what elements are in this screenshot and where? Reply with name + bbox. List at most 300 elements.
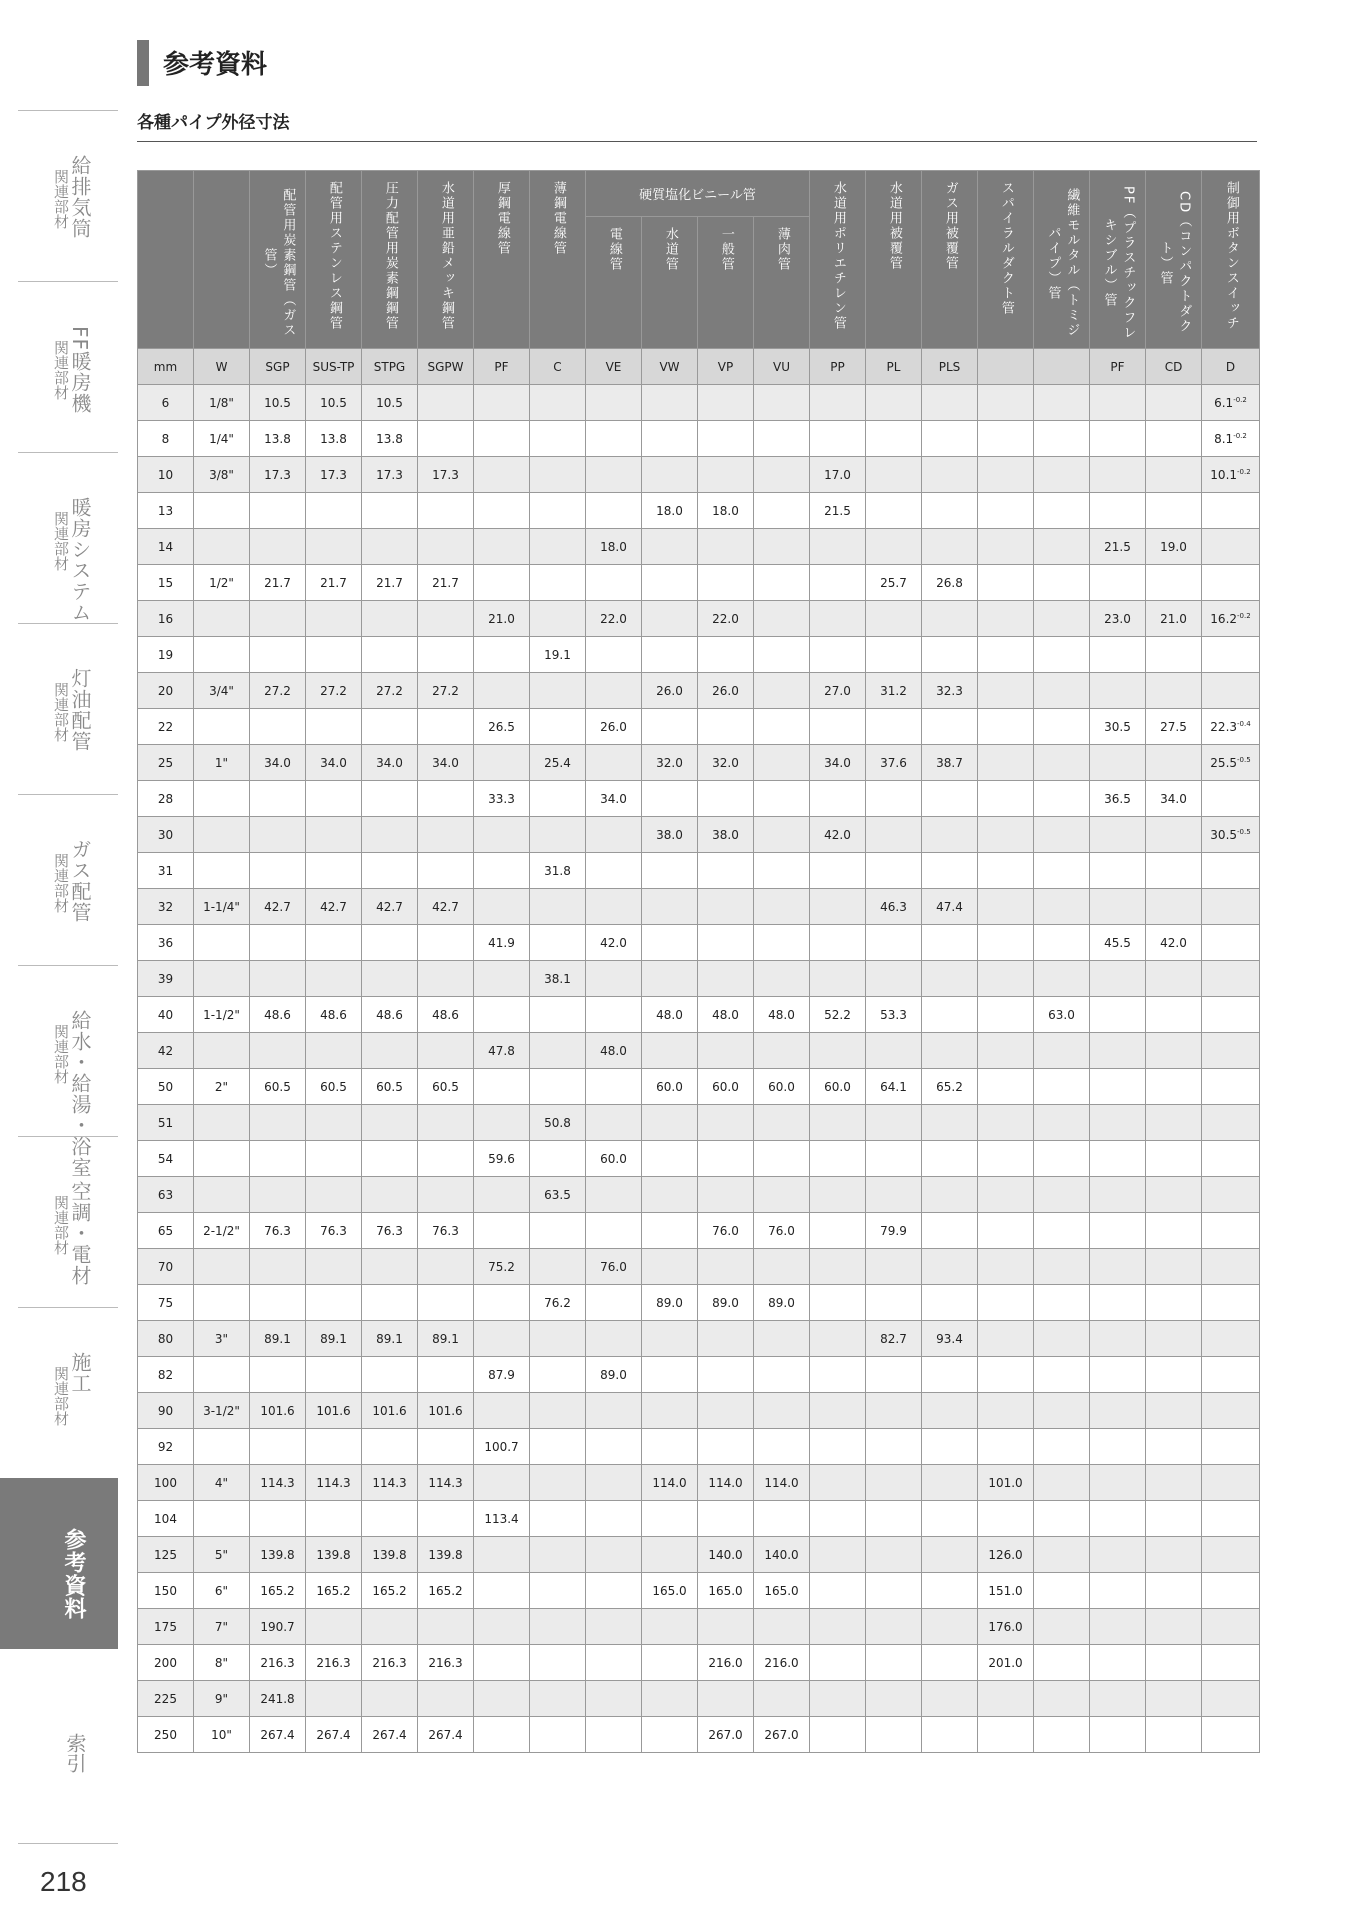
- tolerance-note: -0.5: [1237, 755, 1251, 764]
- table-cell: 114.3: [362, 1465, 418, 1501]
- table-row: [138, 1573, 1260, 1609]
- table-cell: [754, 493, 810, 529]
- sidebar-item-label: 索引: [63, 1733, 87, 1773]
- table-cell: [922, 781, 978, 817]
- column-code: C: [530, 349, 586, 385]
- table-cell: [642, 1177, 698, 1213]
- sidebar-item-sublabel: 関連部材: [52, 169, 70, 229]
- table-row: [138, 1213, 1260, 1249]
- table-cell: [1034, 1645, 1090, 1681]
- table-cell: [1090, 1501, 1146, 1537]
- table-cell: [698, 565, 754, 601]
- table-cell: [642, 1105, 698, 1141]
- table-cell: [586, 421, 642, 457]
- table-cell: [978, 1141, 1034, 1177]
- table-cell: 26.0: [642, 673, 698, 709]
- table-row: [138, 637, 1260, 673]
- table-cell: [810, 1681, 866, 1717]
- table-cell: 89.1: [250, 1321, 306, 1357]
- table-cell: [642, 961, 698, 997]
- table-cell: 32.0: [698, 745, 754, 781]
- table-cell: [586, 1537, 642, 1573]
- table-cell: [474, 1645, 530, 1681]
- section-divider: [137, 141, 1257, 142]
- table-cell: 17.3: [418, 457, 474, 493]
- tolerance-note: -0.5: [1237, 827, 1251, 836]
- table-cell: [306, 961, 362, 997]
- table-cell: [754, 1105, 810, 1141]
- table-cell: [1202, 493, 1260, 529]
- table-cell: [1090, 1069, 1146, 1105]
- table-cell: [754, 853, 810, 889]
- table-cell: [362, 1429, 418, 1465]
- table-cell: [922, 997, 978, 1033]
- table-cell: [250, 1177, 306, 1213]
- table-cell: [922, 1501, 978, 1537]
- table-cell: [1146, 1033, 1202, 1069]
- table-cell: [530, 421, 586, 457]
- table-cell: 126.0: [978, 1537, 1034, 1573]
- table-cell: [306, 1285, 362, 1321]
- table-cell: 21.0: [1146, 601, 1202, 637]
- table-cell: [810, 1465, 866, 1501]
- table-cell: [1090, 997, 1146, 1033]
- table-cell: [978, 673, 1034, 709]
- table-cell: [754, 385, 810, 421]
- table-cell: [474, 1717, 530, 1753]
- table-cell: [1146, 817, 1202, 853]
- table-cell: [810, 421, 866, 457]
- table-cell: [754, 1429, 810, 1465]
- table-cell: 250: [138, 1717, 194, 1753]
- table-cell: [250, 1249, 306, 1285]
- table-cell: 26.5: [474, 709, 530, 745]
- table-cell: 93.4: [922, 1321, 978, 1357]
- table-cell: 54: [138, 1141, 194, 1177]
- table-cell: [418, 709, 474, 745]
- sidebar-item-0[interactable]: [18, 110, 118, 281]
- table-cell: [810, 925, 866, 961]
- table-cell: [530, 709, 586, 745]
- table-cell: 176.0: [978, 1609, 1034, 1645]
- table-cell: [978, 1069, 1034, 1105]
- table-cell: [1146, 1465, 1202, 1501]
- table-cell: [922, 925, 978, 961]
- sidebar-item-3[interactable]: [18, 623, 118, 794]
- table-cell: [586, 961, 642, 997]
- table-cell: [1146, 1537, 1202, 1573]
- sidebar-item-8[interactable]: [0, 1478, 118, 1649]
- table-cell: [866, 1573, 922, 1609]
- table-cell: 60.5: [418, 1069, 474, 1105]
- table-cell: 8: [138, 421, 194, 457]
- table-cell: 51: [138, 1105, 194, 1141]
- table-cell: [306, 1177, 362, 1213]
- table-cell: 60.0: [810, 1069, 866, 1105]
- column-header: 水道用ポリエチレン管: [810, 171, 866, 349]
- table-cell: [698, 1321, 754, 1357]
- table-cell: [978, 1213, 1034, 1249]
- table-cell: [1202, 1285, 1260, 1321]
- table-cell: 6: [138, 385, 194, 421]
- table-cell: [978, 925, 1034, 961]
- table-cell: [1090, 493, 1146, 529]
- table-cell: [194, 1141, 250, 1177]
- table-cell: [1034, 1573, 1090, 1609]
- table-cell: 17.3: [306, 457, 362, 493]
- table-cell: [978, 529, 1034, 565]
- table-cell: 114.3: [250, 1465, 306, 1501]
- table-cell: [642, 421, 698, 457]
- table-cell: [362, 1357, 418, 1393]
- sidebar-item-4[interactable]: [18, 794, 118, 965]
- table-cell: 82: [138, 1357, 194, 1393]
- table-cell: [1090, 889, 1146, 925]
- table-cell: 89.1: [418, 1321, 474, 1357]
- table-cell: 20: [138, 673, 194, 709]
- table-cell: [1146, 673, 1202, 709]
- table-cell: [586, 385, 642, 421]
- table-cell: 60.0: [642, 1069, 698, 1105]
- sidebar-item-5[interactable]: [18, 965, 118, 1178]
- table-cell: [922, 1429, 978, 1465]
- table-cell: [474, 637, 530, 673]
- table-cell: [586, 1429, 642, 1465]
- table-cell: [586, 853, 642, 889]
- table-cell: [1202, 1609, 1260, 1645]
- table-cell: 79.9: [866, 1213, 922, 1249]
- table-cell: [1090, 961, 1146, 997]
- table-cell: 4": [194, 1465, 250, 1501]
- sidebar-item-sublabel: 関連部材: [52, 853, 70, 913]
- table-cell: [1034, 1465, 1090, 1501]
- table-cell: [306, 709, 362, 745]
- table-cell: [1202, 1105, 1260, 1141]
- table-cell: [1034, 385, 1090, 421]
- table-cell: [1034, 1609, 1090, 1645]
- table-cell: 59.6: [474, 1141, 530, 1177]
- table-cell: [642, 889, 698, 925]
- table-cell: [1034, 1249, 1090, 1285]
- table-cell: 139.8: [306, 1537, 362, 1573]
- table-cell: 60.0: [586, 1141, 642, 1177]
- table-cell: [474, 1321, 530, 1357]
- table-cell: [810, 637, 866, 673]
- table-cell: [978, 1717, 1034, 1753]
- table-cell: [530, 1249, 586, 1285]
- table-cell: [1034, 1321, 1090, 1357]
- table-cell: 19.1: [530, 637, 586, 673]
- table-cell: [1090, 457, 1146, 493]
- table-cell: [194, 1357, 250, 1393]
- table-cell: [866, 781, 922, 817]
- table-cell: [642, 781, 698, 817]
- table-cell: [1146, 745, 1202, 781]
- table-cell: [1146, 385, 1202, 421]
- table-cell: [194, 817, 250, 853]
- table-cell: [1034, 781, 1090, 817]
- table-cell: [1090, 565, 1146, 601]
- table-cell: [978, 1681, 1034, 1717]
- column-header: 水道用被覆管: [866, 171, 922, 349]
- table-row: [138, 997, 1260, 1033]
- table-cell: [978, 565, 1034, 601]
- code-row: [138, 349, 1260, 385]
- table-cell: [1034, 1141, 1090, 1177]
- table-cell: 3/4": [194, 673, 250, 709]
- table-cell: [586, 1177, 642, 1213]
- table-cell: [250, 961, 306, 997]
- table-cell: 50.8: [530, 1105, 586, 1141]
- table-cell: [306, 1609, 362, 1645]
- column-code: PP: [810, 349, 866, 385]
- table-cell: [530, 1393, 586, 1429]
- table-cell: [418, 817, 474, 853]
- table-cell: 21.0: [474, 601, 530, 637]
- table-cell: 50: [138, 1069, 194, 1105]
- table-cell: [306, 853, 362, 889]
- table-cell: 87.9: [474, 1357, 530, 1393]
- table-cell: [1202, 853, 1260, 889]
- table-cell: 89.1: [362, 1321, 418, 1357]
- table-cell: [1090, 1465, 1146, 1501]
- column-header: [194, 171, 250, 349]
- footer-divider: [18, 1843, 118, 1844]
- table-row: [138, 853, 1260, 889]
- table-cell: 216.3: [362, 1645, 418, 1681]
- table-cell: [810, 601, 866, 637]
- table-cell: 80: [138, 1321, 194, 1357]
- table-cell: 216.0: [754, 1645, 810, 1681]
- table-cell: 9": [194, 1681, 250, 1717]
- table-cell: [810, 1645, 866, 1681]
- table-cell: [810, 385, 866, 421]
- table-cell: 13: [138, 493, 194, 529]
- table-cell: 46.3: [866, 889, 922, 925]
- table-cell: [1202, 1501, 1260, 1537]
- table-cell: [586, 1609, 642, 1645]
- table-cell: [586, 1681, 642, 1717]
- table-cell: [586, 1069, 642, 1105]
- table-cell: [866, 1501, 922, 1537]
- table-cell: [978, 1249, 1034, 1285]
- table-cell: [922, 637, 978, 673]
- table-cell: [978, 1501, 1034, 1537]
- table-cell: [922, 1573, 978, 1609]
- sidebar-item-index[interactable]: [18, 1673, 118, 1843]
- table-row: [138, 1033, 1260, 1069]
- table-cell: 104: [138, 1501, 194, 1537]
- table-cell: [922, 529, 978, 565]
- sidebar-item-label: 施工: [68, 1352, 92, 1394]
- table-cell: [1034, 673, 1090, 709]
- table-cell: [754, 1501, 810, 1537]
- sidebar-item-1[interactable]: [18, 281, 118, 452]
- table-cell: 27.0: [810, 673, 866, 709]
- table-cell: [754, 637, 810, 673]
- table-cell: [698, 1429, 754, 1465]
- table-cell: 101.6: [362, 1393, 418, 1429]
- table-cell: [754, 817, 810, 853]
- table-cell: [586, 1645, 642, 1681]
- table-cell: [754, 1609, 810, 1645]
- table-cell: [642, 1681, 698, 1717]
- sidebar-item-6[interactable]: [18, 1136, 118, 1307]
- table-cell: [1090, 421, 1146, 457]
- table-cell: [978, 853, 1034, 889]
- table-cell: [1146, 1501, 1202, 1537]
- table-cell: [866, 1033, 922, 1069]
- table-cell: [1090, 1177, 1146, 1213]
- table-cell: [194, 1501, 250, 1537]
- table-cell: [698, 889, 754, 925]
- table-cell: 216.3: [250, 1645, 306, 1681]
- table-cell: 89.0: [586, 1357, 642, 1393]
- table-cell: 14: [138, 529, 194, 565]
- table-cell: [1146, 961, 1202, 997]
- table-cell: [922, 1645, 978, 1681]
- table-cell: [1202, 1069, 1260, 1105]
- table-cell: [1202, 1393, 1260, 1429]
- table-cell: [1090, 1429, 1146, 1465]
- category-sidebar: [0, 110, 118, 1649]
- table-cell: [1090, 1357, 1146, 1393]
- table-cell: [922, 1213, 978, 1249]
- table-cell: [642, 1501, 698, 1537]
- table-cell: [866, 853, 922, 889]
- table-cell: [530, 493, 586, 529]
- table-cell: [978, 781, 1034, 817]
- table-cell: [362, 709, 418, 745]
- table-cell: 2-1/2": [194, 1213, 250, 1249]
- column-header: スパイラルダクト管: [978, 171, 1034, 349]
- table-cell: [194, 1285, 250, 1321]
- table-cell: [810, 1501, 866, 1537]
- table-cell: [1202, 1681, 1260, 1717]
- table-cell: [1202, 1177, 1260, 1213]
- table-cell: 190.7: [250, 1609, 306, 1645]
- table-cell: 216.3: [418, 1645, 474, 1681]
- table-cell: [306, 1681, 362, 1717]
- table-cell: [474, 961, 530, 997]
- table-cell: [1034, 817, 1090, 853]
- table-cell: 25.4: [530, 745, 586, 781]
- table-cell: 48.6: [362, 997, 418, 1033]
- table-cell: [474, 421, 530, 457]
- table-cell: [194, 601, 250, 637]
- table-row: [138, 1105, 1260, 1141]
- table-cell: [754, 745, 810, 781]
- table-cell: 42.7: [250, 889, 306, 925]
- column-code: [978, 349, 1034, 385]
- table-cell: 89.0: [642, 1285, 698, 1321]
- table-cell: 65.2: [922, 1069, 978, 1105]
- table-row: [138, 1249, 1260, 1285]
- table-cell: [530, 601, 586, 637]
- table-cell: 60.5: [362, 1069, 418, 1105]
- table-cell: [194, 1177, 250, 1213]
- table-cell: 27.2: [362, 673, 418, 709]
- table-cell: [418, 925, 474, 961]
- column-header: CD（コンパクトダクト）管: [1146, 171, 1202, 349]
- table-cell: [362, 781, 418, 817]
- sidebar-item-label: 給水・給湯・浴室: [68, 1010, 92, 1178]
- table-cell: [474, 529, 530, 565]
- table-cell: [194, 637, 250, 673]
- table-cell: [306, 817, 362, 853]
- table-cell: [586, 1105, 642, 1141]
- table-cell: [1034, 1213, 1090, 1249]
- table-cell: [754, 601, 810, 637]
- table-cell: 18.0: [698, 493, 754, 529]
- table-cell: [1034, 1537, 1090, 1573]
- table-cell: [418, 529, 474, 565]
- table-cell: 48.6: [306, 997, 362, 1033]
- table-cell: [1202, 1321, 1260, 1357]
- table-cell: 139.8: [250, 1537, 306, 1573]
- sidebar-item-2[interactable]: [18, 452, 118, 623]
- table-cell: [418, 1285, 474, 1321]
- sidebar-item-sublabel: 関連部材: [52, 682, 70, 742]
- table-cell: [754, 1141, 810, 1177]
- table-cell: [194, 853, 250, 889]
- column-code: VP: [698, 349, 754, 385]
- table-cell: [866, 817, 922, 853]
- table-cell: [530, 1213, 586, 1249]
- table-cell: [754, 565, 810, 601]
- sidebar-item-7[interactable]: [18, 1307, 118, 1478]
- table-cell: [1090, 1321, 1146, 1357]
- table-cell: [306, 925, 362, 961]
- table-cell: 21.7: [250, 565, 306, 601]
- table-cell: [642, 1645, 698, 1681]
- table-cell: 75.2: [474, 1249, 530, 1285]
- table-cell: 34.0: [810, 745, 866, 781]
- table-row: [138, 421, 1260, 457]
- table-cell: [922, 1609, 978, 1645]
- table-cell: 10.1$^{-0.2}$: [1202, 457, 1260, 493]
- column-header: 電線管: [586, 216, 642, 349]
- table-cell: 48.0: [754, 997, 810, 1033]
- table-cell: 65: [138, 1213, 194, 1249]
- table-cell: [1090, 1645, 1146, 1681]
- table-cell: [642, 709, 698, 745]
- table-cell: [698, 1357, 754, 1393]
- table-cell: [362, 925, 418, 961]
- table-row: [138, 1645, 1260, 1681]
- table-cell: [1146, 1213, 1202, 1249]
- table-cell: [250, 709, 306, 745]
- table-cell: 42: [138, 1033, 194, 1069]
- table-cell: [418, 637, 474, 673]
- table-cell: [754, 1321, 810, 1357]
- table-cell: [978, 889, 1034, 925]
- table-cell: 165.0: [698, 1573, 754, 1609]
- table-cell: [1146, 1645, 1202, 1681]
- table-cell: [1202, 1141, 1260, 1177]
- table-cell: [418, 421, 474, 457]
- table-cell: [474, 673, 530, 709]
- section-title: 各種パイプ外径寸法: [137, 113, 290, 133]
- table-cell: [586, 1321, 642, 1357]
- table-cell: [1090, 1249, 1146, 1285]
- column-header: 厚鋼電線管: [474, 171, 530, 349]
- table-cell: [754, 889, 810, 925]
- table-cell: [754, 709, 810, 745]
- table-cell: [642, 1537, 698, 1573]
- table-cell: [866, 385, 922, 421]
- table-cell: [1034, 1357, 1090, 1393]
